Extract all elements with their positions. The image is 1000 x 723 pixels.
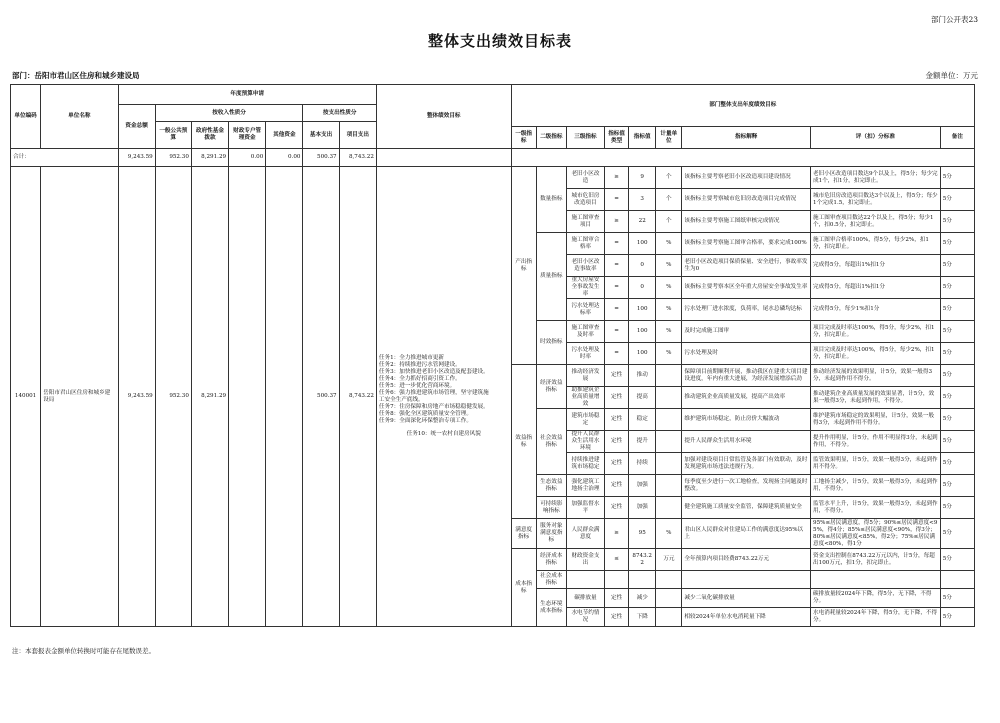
score-cell: 项目完成及时率达100%，得5分，每少2%，扣1分，扣完即止。: [811, 321, 941, 343]
task-line: 任务6：强力推进建筑市场管理，坚守建筑施: [378, 390, 489, 396]
score-cell: 水电消耗量较2024年下降，得5分，无下降，不得分。: [811, 608, 941, 627]
remark-cell: 5分: [940, 233, 974, 255]
value-header: 指标值: [629, 127, 656, 149]
remark-cell: 5分: [940, 277, 974, 299]
type-cell: 定性: [605, 409, 629, 431]
footnote: 注：本套报表金额单位转换时可能存在尾数误差。: [12, 647, 155, 655]
l3-cell: 污水处理及时率: [566, 343, 604, 365]
score-cell: 施工图审查项目数达22个以及上，得5分；每少1个，扣0.5分，扣完即止。: [811, 211, 941, 233]
type-cell: 定性: [605, 497, 629, 519]
value-type-header: 指标值类型: [605, 127, 629, 149]
task-line: 任务8：强化全区建筑质量安全管理。: [378, 411, 472, 417]
unit-cell: [656, 475, 682, 497]
task-line: 任务1：全力推进城市更新: [378, 355, 444, 361]
task-line: 任务4：全力抓好招商引资工作。: [378, 376, 461, 382]
unit-general: 952.30: [155, 167, 191, 627]
unit-code: 140001: [11, 167, 41, 627]
unit-gov-fund: 8,291.29: [191, 167, 228, 627]
explain-cell: 相较2024年单位水电消耗量下降: [682, 608, 811, 627]
value-cell: 下降: [629, 608, 656, 627]
l2-service: 服务对象满意度指标: [536, 519, 566, 549]
unit-cell: [656, 571, 682, 589]
explain-cell: 保障项目前期顺利开展，推动我区在建重大项目建设进度，年内有重大进展，为经济发展增添后劲: [682, 365, 811, 387]
explain-header: 指标解释: [682, 127, 811, 149]
explain-cell: 该指标主要考察施工图审合格率，要求完成100%: [682, 233, 811, 255]
explain-cell: 每季度至少进行一次工地检查，发现扬尘问题及时整改。: [682, 475, 811, 497]
l3-cell: 强化建筑工地扬尘治理: [566, 475, 604, 497]
unit-cell: %: [656, 321, 682, 343]
unit-cell: [656, 409, 682, 431]
l3-cell: 施工图审查及时率: [566, 321, 604, 343]
l3-cell: 加强监督水平: [566, 497, 604, 519]
remark-cell: 5分: [940, 453, 974, 475]
unit-cell: %: [656, 343, 682, 365]
l3-cell: 推动经济发展: [566, 365, 604, 387]
page-title: 整体支出绩效目标表: [427, 32, 572, 50]
type-cell: 定性: [605, 365, 629, 387]
overall-goal-tasks: [376, 167, 511, 627]
unit-cell: [656, 608, 682, 627]
type-cell: =: [605, 255, 629, 277]
project-expense-header: 项目支出: [339, 122, 376, 149]
type-cell: 定性: [605, 387, 629, 409]
score-cell: 推动建筑企业高质量发展的效果显著，计5分，效果一般得3分，未起到作用，不得分。: [811, 387, 941, 409]
score-cell: 碳排放量较2024年下降，得5分，无下降，不得分。: [811, 589, 941, 608]
gov-fund-header: 政府性基金拨款: [191, 122, 228, 149]
performance-target-table: [10, 84, 975, 627]
explain-cell: 提升人民群众生活用水环境: [682, 431, 811, 453]
l3-cell: 污水处理达标率: [566, 299, 604, 321]
l3-cell: 重大房屋安全事故发生率: [566, 277, 604, 299]
total-project: 8,743.22: [339, 149, 376, 167]
unit-special: [229, 167, 266, 627]
explain-cell: 污水处理厂进水浓度，负荷率，尾水总磷均达标: [682, 299, 811, 321]
by-use-header: 按支出性质分: [303, 105, 376, 122]
remark-cell: 5分: [940, 475, 974, 497]
l3-cell: 提升人民群众生活用水环境: [566, 431, 604, 453]
l3-cell: 建筑市场稳定: [566, 409, 604, 431]
unit-cell: %: [656, 277, 682, 299]
remark-cell: 5分: [940, 589, 974, 608]
score-cell: 施工图审合格率100%，得5分，每少2%，扣1分，扣完即止。: [811, 233, 941, 255]
unit-cell: %: [656, 519, 682, 549]
explain-cell: 该指标主要考察施工图纸审核完成情况: [682, 211, 811, 233]
type-cell: =: [605, 233, 629, 255]
explain-cell: 全年预算内项目经费8743.22万元: [682, 549, 811, 571]
unit-name: 岳阳市君山区住房和城乡建设局: [41, 167, 118, 627]
type-cell: =: [605, 299, 629, 321]
by-source-header: 按收入性质分: [155, 105, 303, 122]
score-cell: 资金支出控制在8743.22万元以内，计5分，每超出100万元，扣1分，扣完即止。: [811, 549, 941, 571]
unit-cell: %: [656, 299, 682, 321]
total-amount: 9,243.59: [118, 149, 155, 167]
type-cell: 定性: [605, 475, 629, 497]
l3-cell: 施工图审查项目: [566, 211, 604, 233]
l3-cell: 碳排放量: [566, 589, 604, 608]
explain-cell: 该指标主要考察本区全年重大房屋安全事故发生率: [682, 277, 811, 299]
explain-cell: 加强对建设项目日常监管及各部门有效联动，及时发现建筑市场违法违规行为。: [682, 453, 811, 475]
explain-cell: [682, 571, 811, 589]
score-cell: [811, 571, 941, 589]
total-special: 0.00: [229, 149, 266, 167]
score-cell: 完成得5分，每超出1%扣1分: [811, 255, 941, 277]
type-cell: [605, 571, 629, 589]
total-row: [11, 149, 975, 167]
task-line: 任务5：进一步优化营商环境。: [378, 383, 456, 389]
value-cell: 100: [629, 299, 656, 321]
explain-cell: 老旧小区改造项目保质保量、安全进行，事故率发生为0: [682, 255, 811, 277]
l2-economic: 经济效益指标: [536, 365, 566, 409]
remark-cell: 5分: [940, 387, 974, 409]
score-cell: 城市危旧房改造项目数达3个以及上，得5分；每少1个完成1.5，扣完即止。: [811, 189, 941, 211]
score-cell: 项目完成及时率达100%，得5分，每少2%，扣1分，扣完即止。: [811, 343, 941, 365]
department-label: 部门：岳阳市君山区住房和城乡建设局: [12, 71, 140, 80]
task-line: 任务3：加快推进老旧小区改造及配套建设。: [378, 369, 489, 375]
remark-cell: 5分: [940, 549, 974, 571]
amount-unit-label: 金额单位：万元: [925, 71, 978, 80]
remark-cell: 5分: [940, 211, 974, 233]
remark-cell: 5分: [940, 365, 974, 387]
task-line: 任务9：全面深化环保整治专项工作。: [378, 418, 472, 424]
explain-cell: 该指标主要考察城市危旧房改造项目完成情况: [682, 189, 811, 211]
remark-cell: 5分: [940, 608, 974, 627]
type-cell: =: [605, 343, 629, 365]
type-cell: =: [605, 277, 629, 299]
score-cell: 95%≤居民满意度，得5分；90%≤居民满意度<95%，得4分；85%≤居民满意度<90%，得3分；80%≤居民满意度<85%，得2分；75%≤居民满意度<80%，得1分: [811, 519, 941, 549]
explain-cell: 及时完成施工图审: [682, 321, 811, 343]
header-row-1: [11, 85, 975, 105]
form-number: 部门公开表23: [930, 15, 978, 24]
task-line: 任务2：持续推进污水管网建设。: [378, 362, 461, 368]
unit-cell: [656, 589, 682, 608]
remark-cell: 5分: [940, 299, 974, 321]
value-cell: 95: [629, 519, 656, 549]
l2-social-cost: 社会成本指标: [536, 571, 566, 589]
remark-cell: 5分: [940, 431, 974, 453]
l2-env-cost: 生态环境成本指标: [536, 589, 566, 627]
l1-benefit: 效益指标: [511, 365, 536, 519]
remark-cell: 5分: [940, 167, 974, 189]
value-cell: 持续: [629, 453, 656, 475]
value-cell: 100: [629, 233, 656, 255]
remark-header: 备注: [940, 127, 974, 149]
score-cell: 监管效果明显，计5分，效果一般得3分，未起到作用不得分。: [811, 453, 941, 475]
l1-output: 产出指标: [511, 167, 536, 365]
remark-cell: 5分: [940, 321, 974, 343]
task-line: 任务7：住房保障和房地产市场稳稳健发展。: [378, 404, 489, 410]
explain-cell: 健全建筑施工质量安全监管，保障建筑质量安全: [682, 497, 811, 519]
total-label: 合计：: [11, 149, 119, 167]
score-cell: 推动经济发展的效果明显，计5分，效果一般得3分，未起到作用不得分。: [811, 365, 941, 387]
score-cell: 提升作用明显，计5分，作用不明显得3分，未起到作用，不得分。: [811, 431, 941, 453]
l2-sustain: 可持续影响指标: [536, 497, 566, 519]
unit-cell: %: [656, 255, 682, 277]
l2-quantity: 数量指标: [536, 167, 566, 233]
total-indicator-blank: [511, 149, 974, 167]
type-cell: 定性: [605, 431, 629, 453]
unit-basic: 500.37: [303, 167, 339, 627]
type-cell: ≤: [605, 549, 629, 571]
value-cell: 0: [629, 277, 656, 299]
total-header: 资金总额: [118, 105, 155, 149]
unit-cell: [656, 365, 682, 387]
scoring-header: 评（扣）分标准: [811, 127, 941, 149]
l3-cell: 老旧小区改造事故率: [566, 255, 604, 277]
value-cell: 3: [629, 189, 656, 211]
l3-cell: 城市危旧房改造项目: [566, 189, 604, 211]
dept-indicators-header: 部门整体支出年度绩效目标: [511, 85, 974, 127]
annual-budget-header: 年度预算申请: [118, 85, 376, 105]
type-cell: ≥: [605, 211, 629, 233]
l2-time: 时效指标: [536, 321, 566, 365]
unit-project: 8,743.22: [339, 167, 376, 627]
unit-cell: [656, 453, 682, 475]
unit-cell: 个: [656, 211, 682, 233]
overall-goal-header: 整体绩效目标: [376, 85, 511, 149]
type-cell: 定性: [605, 453, 629, 475]
value-cell: 加强: [629, 475, 656, 497]
l3-header: 三级指标: [566, 127, 604, 149]
total-basic: 500.37: [303, 149, 339, 167]
type-cell: =: [605, 189, 629, 211]
unit-cell: 个: [656, 189, 682, 211]
score-cell: 完成得5分，每少1%扣1分: [811, 299, 941, 321]
l3-cell: 水电节约情况: [566, 608, 604, 627]
l1-cost: 成本指标: [511, 549, 536, 627]
score-cell: 老旧小区改造项目数达9个以及上，得5分；每少完成1个，扣1分，扣完即止。: [811, 167, 941, 189]
value-cell: 减少: [629, 589, 656, 608]
l2-eco: 生态效益指标: [536, 475, 566, 497]
explain-cell: 君山区人民群众对住建局工作的满意度达95%以上: [682, 519, 811, 549]
type-cell: =: [605, 321, 629, 343]
value-cell: 推动: [629, 365, 656, 387]
l3-cell: 助推建筑企业高质量增效: [566, 387, 604, 409]
value-cell: 提升: [629, 431, 656, 453]
total-goal-cell: [376, 149, 511, 167]
other-fund-header: 其他资金: [266, 122, 303, 149]
explain-cell: 减少二氧化碳排放量: [682, 589, 811, 608]
task-line: 任务10：统一农村自建房风貌: [406, 431, 481, 437]
l3-cell: [566, 571, 604, 589]
l1-satisfaction: 满意度指标: [511, 519, 536, 549]
explain-cell: 维护建筑市场稳定，防止房价大幅波动: [682, 409, 811, 431]
measure-unit-header: 计量单位: [656, 127, 682, 149]
unit-cell: [656, 387, 682, 409]
remark-cell: 5分: [940, 343, 974, 365]
type-cell: 定性: [605, 608, 629, 627]
general-budget-header: 一般公共预算: [155, 122, 191, 149]
explain-cell: 污水处理及时: [682, 343, 811, 365]
unit-other: [266, 167, 303, 627]
value-cell: 加强: [629, 497, 656, 519]
explain-cell: 该指标主要考察老旧小区改造项目建设情况: [682, 167, 811, 189]
remark-cell: 5分: [940, 409, 974, 431]
unit-cell: 万元: [656, 549, 682, 571]
l2-header: 二级指标: [536, 127, 566, 149]
unit-cell: 个: [656, 167, 682, 189]
value-cell: 9: [629, 167, 656, 189]
value-cell: 100: [629, 321, 656, 343]
l3-cell: 持续推进建筑市场稳定: [566, 453, 604, 475]
remark-cell: 5分: [940, 189, 974, 211]
unit-cell: [656, 497, 682, 519]
basic-expense-header: 基本支出: [303, 122, 339, 149]
l1-header: 一级指标: [511, 127, 536, 149]
value-cell: [629, 571, 656, 589]
type-cell: ≥: [605, 519, 629, 549]
explain-cell: 推动建筑企业高质量发展，提高产出效率: [682, 387, 811, 409]
score-cell: 监管水平上升，计5分，效果一般得3分，未起到作用，不得分。: [811, 497, 941, 519]
score-cell: 维护建筑市场稳定的效果明显，计5分，效果一般得3分，未起到作用不得分。: [811, 409, 941, 431]
remark-cell: [940, 571, 974, 589]
total-gov-fund: 8,291.29: [191, 149, 228, 167]
total-other: 0.00: [266, 149, 303, 167]
value-cell: 100: [629, 343, 656, 365]
unit-name-header: 单位名称: [41, 85, 118, 149]
l2-quality: 质量指标: [536, 233, 566, 321]
l3-cell: 财政资金支出: [566, 549, 604, 571]
value-cell: 8743.22: [629, 549, 656, 571]
value-cell: 22: [629, 211, 656, 233]
l3-cell: 人民群众满意度: [566, 519, 604, 549]
remark-cell: 5分: [940, 255, 974, 277]
remark-cell: 5分: [940, 497, 974, 519]
value-cell: 提高: [629, 387, 656, 409]
score-cell: 工地扬尘减少，计5分，效果一般得3分，未起到作用，不得分。: [811, 475, 941, 497]
type-cell: 定性: [605, 589, 629, 608]
l2-social: 社会效益指标: [536, 409, 566, 475]
score-cell: 完成得5分，每超出1%扣1分: [811, 277, 941, 299]
value-cell: 0: [629, 255, 656, 277]
special-fund-header: 财政专户管理资金: [229, 122, 266, 149]
unit-code-header: 单位编码: [11, 85, 41, 149]
value-cell: 稳定: [629, 409, 656, 431]
unit-total: 9,243.59: [118, 167, 155, 627]
l2-econ-cost: 经济成本指标: [536, 549, 566, 571]
type-cell: ≥: [605, 167, 629, 189]
l3-cell: 老旧小区改造: [566, 167, 604, 189]
total-general: 952.30: [155, 149, 191, 167]
table-row: [11, 167, 975, 189]
unit-cell: [656, 431, 682, 453]
unit-cell: %: [656, 233, 682, 255]
l3-cell: 施工图审合格率: [566, 233, 604, 255]
task-line: 工安全生产底线。: [378, 397, 424, 403]
remark-cell: 5分: [940, 519, 974, 549]
